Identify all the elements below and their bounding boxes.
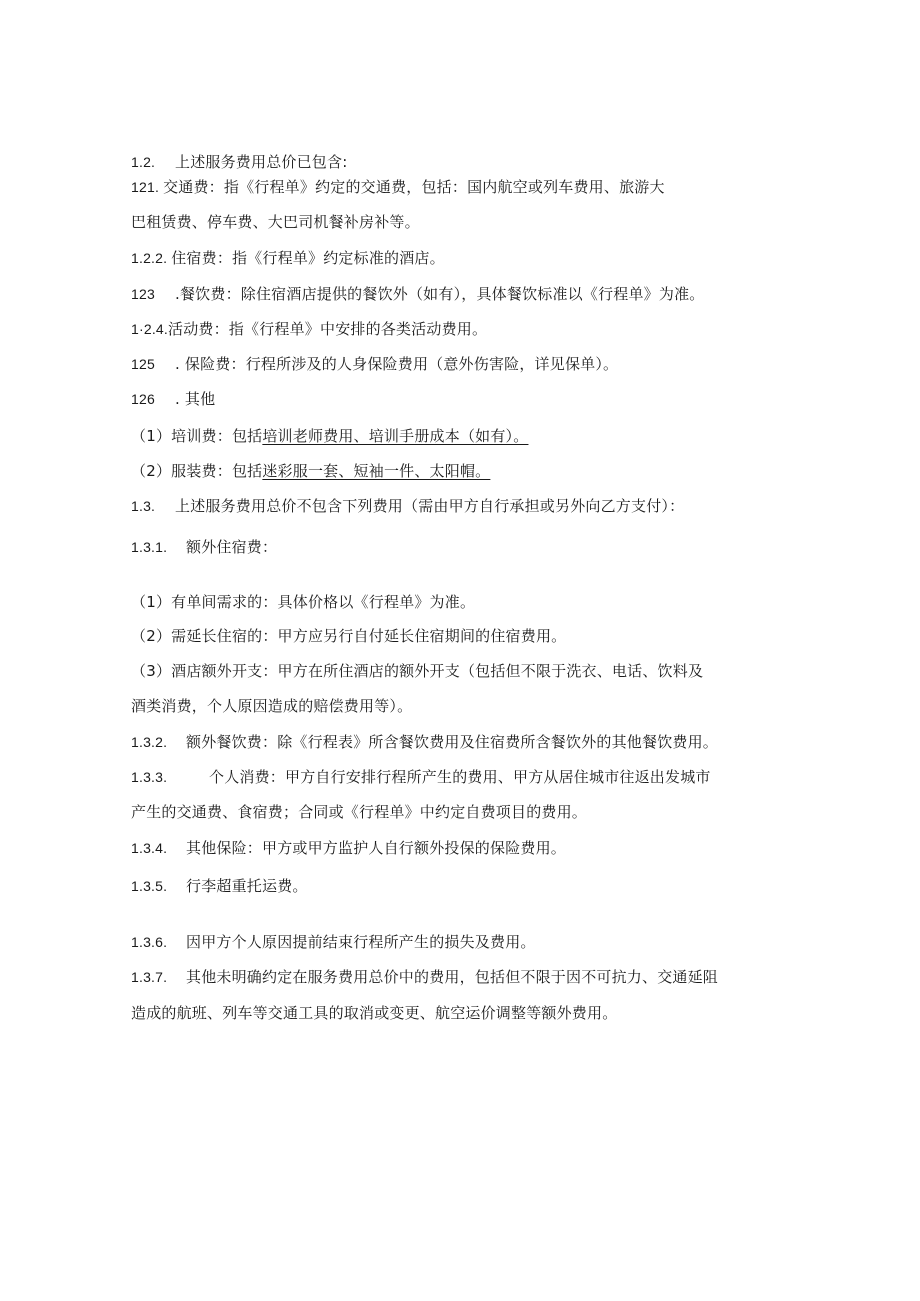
clause-number: 1.3.6.	[131, 934, 168, 950]
clause-1-3-7-continued	[131, 1003, 617, 1023]
clause-text: 额外餐饮费：除《行程表》所含餐饮费用及住宿费所含餐饮外的其他餐饮费用。	[186, 733, 719, 751]
clause-number: 1.3.7.	[131, 969, 168, 985]
clause-1-2-3	[131, 284, 704, 304]
clause-1-3-4	[131, 838, 566, 858]
clause-text: 上述服务费用总价已包含:	[175, 153, 348, 171]
clause-1-3-3-continued	[131, 802, 587, 822]
clause-text: （2）需延长住宿的：甲方应另行自付延长住宿期间的住宿费用。	[131, 627, 567, 645]
clause-text: 酒类消费，个人原因造成的赔偿费用等）。	[131, 697, 413, 715]
clause-text: 巴租赁费、停车费、大巴司机餐补房补等。	[131, 213, 420, 231]
clause-text: 其他保险：甲方或甲方监护人自行额外投保的保险费用。	[186, 839, 567, 857]
clause-1-2-4	[131, 319, 487, 339]
clause-number: 1.3.1.	[131, 539, 168, 555]
clause-text: 交通费：指《行程单》约定的交通费，包括：国内航空或列车费用、旅游大	[163, 178, 665, 196]
clause-text: 产生的交通费、食宿费；合同或《行程单》中约定自费项目的费用。	[131, 803, 588, 821]
clause-1-3-3	[131, 767, 711, 787]
underlined-text: 迷彩服一套、短袖一件、太阳帽。	[262, 462, 491, 480]
clause-1-2-1	[131, 177, 665, 197]
clause-hotel-extra-continued	[131, 696, 412, 716]
clause-1-3-1	[131, 537, 277, 557]
clause-number: 1·2.4.	[131, 321, 168, 337]
clause-number: 1.2.2.	[131, 250, 168, 266]
underlined-text: 培训老师费用、培训手册成本（如有）。	[262, 427, 529, 445]
clause-1-3	[131, 496, 684, 516]
clause-number: 1.3.	[131, 498, 156, 514]
clause-text: 其他未明确约定在服务费用总价中的费用，包括但不限于因不可抗力、交通延阻	[186, 968, 719, 986]
clause-training-fee	[131, 426, 528, 446]
clause-text: . 保险费：行程所涉及的人身保险费用（意外伤害险，详见保单）。	[175, 355, 619, 373]
clause-text: （3）酒店额外开支：甲方在所住酒店的额外开支（包括但不限于洗衣、电话、饮料及	[131, 662, 704, 680]
clause-text: （1）有单间需求的：具体价格以《行程单》为准。	[131, 593, 476, 611]
clause-text: 活动费：指《行程单》中安排的各类活动费用。	[168, 320, 488, 338]
clause-number: 121.	[131, 179, 160, 195]
clause-number: 1.3.5.	[131, 878, 168, 894]
clause-1-2-2	[131, 248, 445, 268]
clause-text: 个人消费：甲方自行安排行程所产生的费用、甲方从居住城市往返出发城市	[209, 768, 711, 786]
clause-extended-stay	[131, 626, 566, 646]
clause-hotel-extra	[131, 661, 703, 681]
clause-1-3-5	[131, 876, 308, 896]
clause-text: 造成的航班、列车等交通工具的取消或变更、航空运价调整等额外费用。	[131, 1004, 618, 1022]
clause-1-2-6	[131, 389, 215, 409]
clause-text: .餐饮费：除住宿酒店提供的餐饮外（如有），具体餐饮标准以《行程单》为准。	[175, 285, 705, 303]
clause-number: 1.2.	[131, 154, 156, 170]
clause-text: 额外住宿费：	[186, 538, 278, 556]
clause-1-2	[131, 152, 347, 172]
clause-text: （2）服装费：包括	[131, 462, 263, 480]
clause-text: 因甲方个人原因提前结束行程所产生的损失及费用。	[186, 933, 536, 951]
clause-number: 1.3.4.	[131, 840, 168, 856]
clause-text: 上述服务费用总价不包含下列费用（需由甲方自行承担或另外向乙方支付）：	[175, 497, 685, 515]
clause-text: 行李超重托运费。	[186, 877, 308, 895]
clause-text: 住宿费：指《行程单》约定标准的酒店。	[171, 249, 445, 267]
clause-uniform-fee	[131, 461, 490, 481]
clause-1-3-7	[131, 967, 718, 987]
clause-number: 125	[131, 356, 155, 372]
clause-single-room	[131, 592, 475, 612]
clause-1-2-5	[131, 354, 618, 374]
clause-number: 1.3.2.	[131, 734, 168, 750]
clause-text: （1）培训费：包括	[131, 427, 263, 445]
clause-number: 123	[131, 286, 155, 302]
clause-1-3-2	[131, 732, 718, 752]
clause-text: . 其他	[175, 390, 216, 408]
clause-1-3-6	[131, 932, 536, 952]
clause-1-2-1-continued	[131, 212, 420, 232]
clause-number: 126	[131, 391, 155, 407]
clause-number: 1.3.3.	[131, 769, 168, 785]
